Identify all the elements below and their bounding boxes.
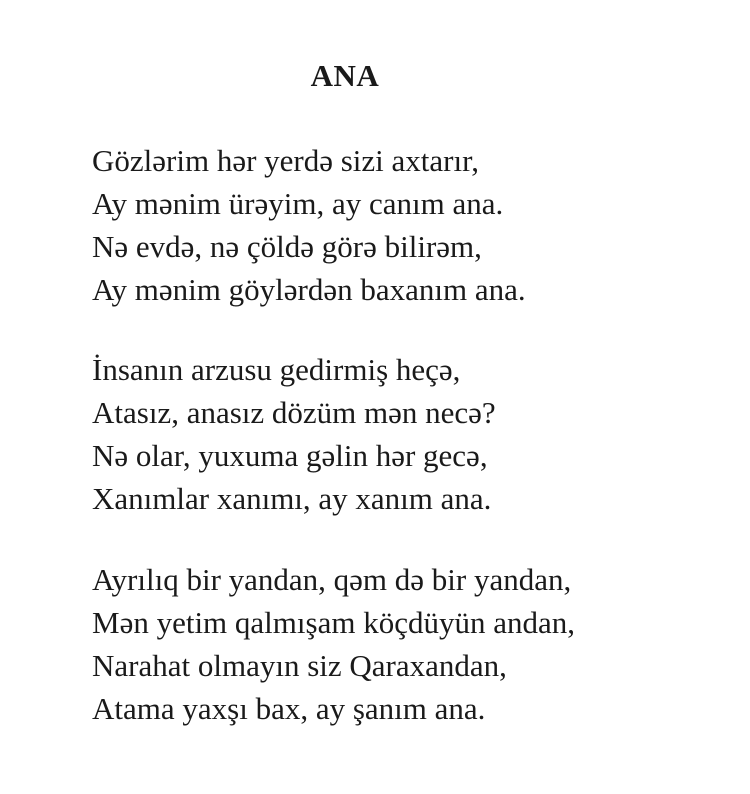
poem-line: İnsanın arzusu gedirmiş heçə, [92,352,461,387]
poem-line: Narahat olmayın siz Qaraxandan, [92,648,507,683]
poem-line: Ay mənim ürəyim, ay canım ana. [92,186,504,221]
poem-line: Atama yaxşı bax, ay şanım ana. [92,691,486,726]
poem-line: Nə evdə, nə çöldə görə bilirəm, [92,229,482,264]
stanza-2 [92,348,496,520]
poem-line: Atasız, anasız dözüm mən necə? [92,395,496,430]
stanza-3 [92,558,575,730]
poem-line: Mən yetim qalmışam köçdüyün andan, [92,605,575,640]
poem-title: ANA [310,58,380,93]
stanza-1 [92,139,526,311]
poem-line: Nə olar, yuxuma gəlin hər gecə, [92,438,488,473]
poem-line: Ay mənim göylərdən baxanım ana. [92,272,526,307]
poem-line: Gözlərim hər yerdə sizi axtarır, [92,143,479,178]
poem-line: Ayrılıq bir yandan, qəm də bir yandan, [92,562,572,597]
poem-line: Xanımlar xanımı, ay xanım ana. [92,481,492,516]
